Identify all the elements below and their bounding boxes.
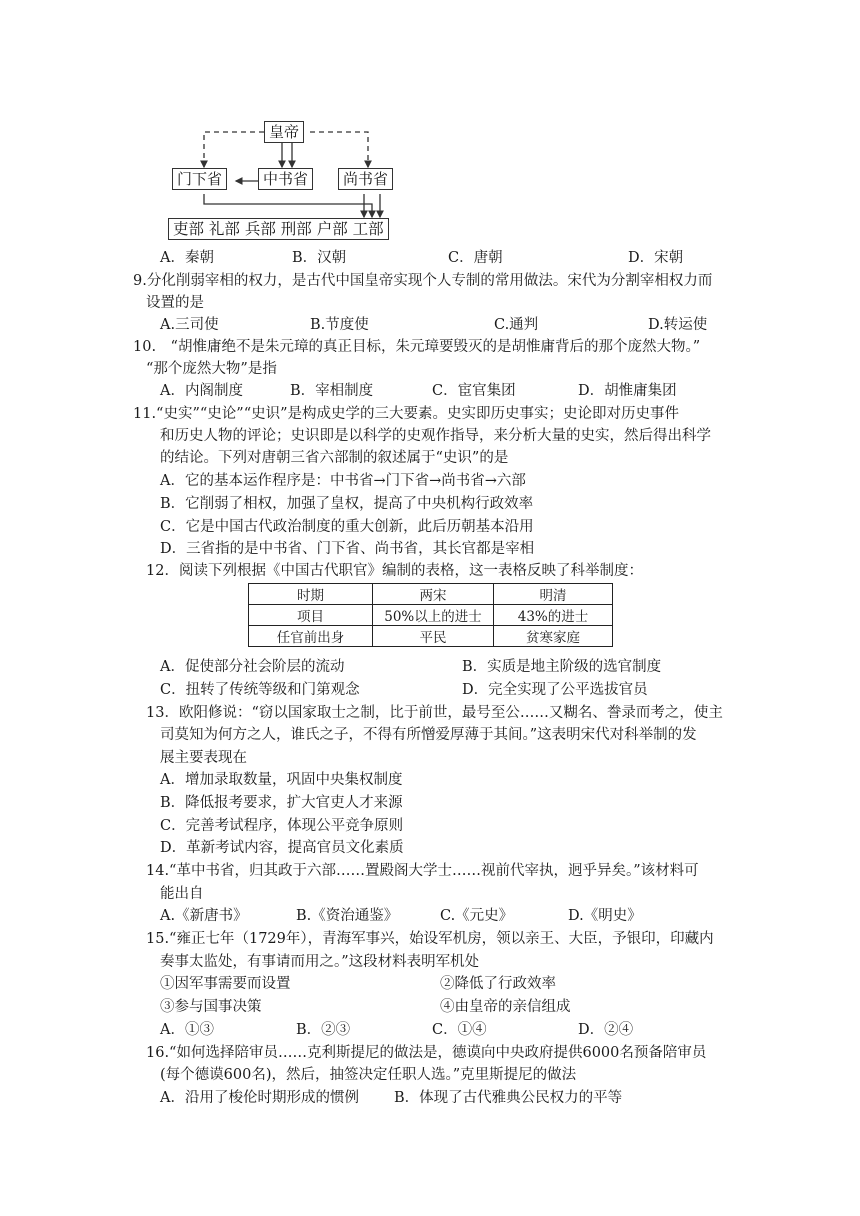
q10-option-d: D．胡惟庸集团: [578, 383, 677, 399]
q14-option-a: A.《新唐书》: [160, 908, 248, 924]
q10-option-a: A．内阁制度: [160, 383, 243, 399]
table-row: [249, 584, 613, 605]
q9-option-b: B.节度使: [310, 317, 369, 333]
q9-option-d: D.转运使: [648, 317, 708, 333]
q13-option-a: A．增加录取数量，巩固中央集权制度: [160, 772, 403, 788]
q14-stem-line1: 14.“革中书省，归其政于六部……置殿阁大学士……视前代宰执，迥乎异矣。”该材料可: [146, 863, 699, 879]
q8-option-c: C．唐朝: [448, 250, 503, 266]
q12-stem: 12．阅读下列根据《中国古代职官》编制的表格，这一表格反映了科举制度：: [146, 563, 643, 579]
q15-item-1: ①因军事需要而设置: [160, 976, 291, 992]
q10-option-c: C．宦官集团: [432, 383, 516, 399]
q14-option-c: C.《元史》: [440, 908, 514, 924]
q13-option-d: D．革新考试内容，提高官员文化素质: [160, 840, 404, 856]
q14-option-d: D.《明史》: [568, 908, 642, 924]
q13-stem-line2: 司莫知为何方之人，谁氏之子，不得有所憎爱厚薄于其间。”这表明宋代对科举制的发: [160, 727, 697, 743]
q12-option-a: A．促使部分社会阶层的流动: [160, 659, 345, 675]
q16-option-b: B．体现了古代雅典公民权力的平等: [394, 1090, 623, 1106]
q15-option-a: A．①③: [160, 1022, 214, 1038]
q13-stem-line3: 展主要表现在: [160, 750, 247, 766]
shangshu-box: 尚书省: [338, 168, 393, 190]
q9-stem-line2: 设置的是: [146, 295, 204, 311]
menxia-box: 门下省: [172, 168, 227, 190]
q12-option-b: B．实质是地主阶级的选官制度: [462, 659, 662, 675]
q9-option-a: A.三司使: [160, 317, 219, 333]
q9-option-c: C.通判: [494, 317, 539, 333]
q15-item-3: ③参与国事决策: [160, 999, 262, 1015]
q9-stem-line1: 9.分化削弱宰相的权力，是古代中国皇帝实现个人专制的常用做法。宋代为分割宰相权力而: [133, 273, 713, 289]
q14-option-b: B.《资治通鉴》: [296, 908, 399, 924]
emperor-box: 皇帝: [264, 121, 304, 143]
q15-item-2: ②降低了行政效率: [440, 976, 556, 992]
q15-option-d: D．②④: [578, 1022, 634, 1038]
q15-item-4: ④由皇帝的亲信组成: [440, 999, 571, 1015]
table-cell: 43%的进士: [494, 605, 613, 626]
zhongshu-box: 中书省: [258, 168, 313, 190]
q11-stem-line1: 11.“史实”“史论”“史识”是构成史学的三大要素。史实即历史事实；史论即对历史事件: [133, 406, 680, 422]
table-row: [249, 626, 613, 647]
q15-option-b: B．②③: [296, 1022, 351, 1038]
q8-option-d: D．宋朝: [628, 250, 684, 266]
q11-option-a: A．它的基本运作程序是：中书省→门下省→尚书省→六部: [160, 473, 526, 489]
q10-stem-line1: 10. “胡惟庸绝不是朱元璋的真正目标，朱元璋要毁灭的是胡惟庸背后的那个庞然大物。”: [133, 339, 701, 355]
q16-stem-line1: 16.“如何选择陪审员……克利斯提尼的做法是，德谟向中央政府提供6000名预备陪审员: [146, 1045, 707, 1061]
q13-stem-line1: 13．欧阳修说：“窃以国家取士之制，比于前世，最号至公……又糊名、誊录而考之，使主: [146, 705, 723, 721]
table-cell: 时期: [249, 584, 373, 605]
q13-option-c: C．完善考试程序，体现公平竞争原则: [160, 818, 404, 834]
q11-stem-line3: 的结论。下列对唐朝三省六部制的叙述属于“史识”的是: [160, 450, 509, 466]
q11-option-d: D．三省指的是中书省、门下省、尚书省，其长官都是宰相: [160, 541, 535, 557]
six-ministries-box: 吏部 礼部 兵部 刑部 户部 工部: [168, 218, 389, 240]
table-cell: 项目: [249, 605, 373, 626]
table-cell: 两宋: [373, 584, 494, 605]
q11-stem-line2: 和历史人物的评论；史识即是以科学的史观作指导，来分析大量的史实，然后得出科学: [160, 428, 711, 444]
q16-option-a: A．沿用了梭伦时期形成的惯例: [160, 1090, 359, 1106]
q13-option-b: B．降低报考要求，扩大官吏人才来源: [160, 795, 403, 811]
q10-option-b: B．宰相制度: [290, 383, 374, 399]
q15-stem-line2: 奏事太监处，有事请而用之。”这段材料表明军机处: [160, 954, 480, 970]
q10-stem-line2: “那个庞然大物”是指: [146, 361, 277, 377]
table-row: [249, 605, 613, 626]
table-cell: 明清: [494, 584, 613, 605]
table-cell: 任官前出身: [249, 626, 373, 647]
q14-stem-line2: 能出自: [160, 886, 204, 902]
table-cell: 50%以上的进士: [373, 605, 494, 626]
q8-option-b: B．汉朝: [292, 250, 347, 266]
q12-table: [248, 583, 613, 647]
table-cell: 平民: [373, 626, 494, 647]
q11-option-b: B．它削弱了相权，加强了皇权，提高了中央机构行政效率: [160, 496, 534, 512]
q12-option-d: D．完全实现了公平选拔官员: [462, 682, 648, 698]
three-departments-diagram: [160, 112, 420, 244]
q15-option-c: C．①④: [432, 1022, 487, 1038]
q8-option-a: A．秦朝: [160, 250, 214, 266]
q12-option-c: C．扭转了传统等级和门第观念: [160, 682, 360, 698]
q11-option-c: C．它是中国古代政治制度的重大创新，此后历朝基本沿用: [160, 519, 534, 535]
q15-stem-line1: 15.“雍正七年（1729年），青海军事兴，始设军机房，领以亲王、大臣，予银印，印藏内: [146, 931, 714, 947]
q16-stem-line2: (每个德谟600名)，然后，抽签决定任职人选。”克里斯提尼的做法: [160, 1067, 577, 1083]
table-cell: 贫寒家庭: [494, 626, 613, 647]
